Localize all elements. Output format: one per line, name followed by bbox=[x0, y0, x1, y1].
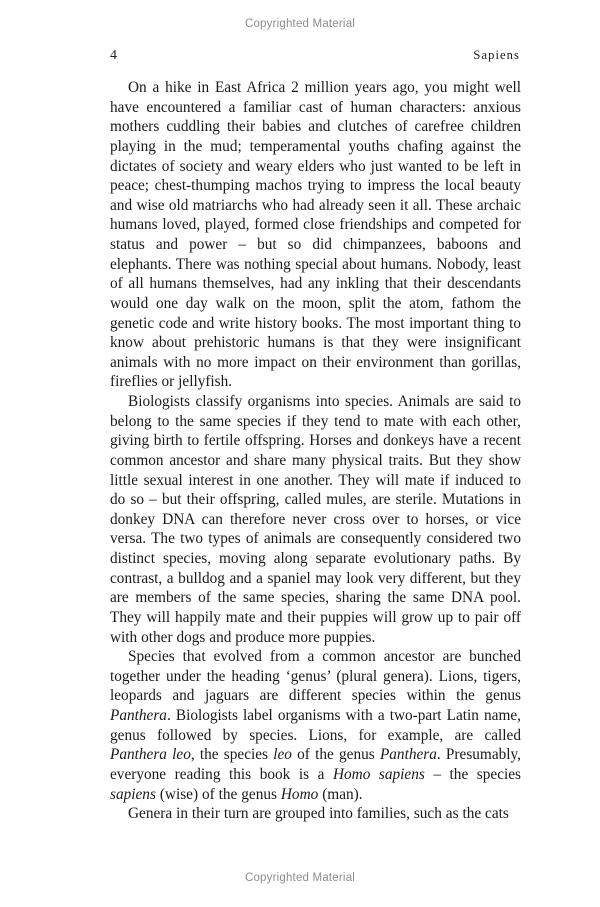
body-paragraph: Biologists classify organisms into species. Animals are said to belong to the same species if they tend to mate with each other, giving birth to fertile offspring. Horses and donkeys have a recent common ancestor and share many physical traits. But they show little sexual interest in one another. They will mate if induced to do so – but their offspring, called mules, are sterile. Mutations in donkey DNA can therefore never cross over to horses, or vice versa. The two types of animals are consequently considered two distinct species, moving along separate evolutionary paths. By contrast, a bulldog and a spaniel may look very different, but they are members of the same species, sharing the same DNA pool. They will happily mate and their puppies will grow up to pair off with other dogs and produce more puppies. bbox=[110, 393, 521, 646]
body-paragraph: Species that evolved from a common ancestor are bunched together under the heading ‘genus’ (plural genera). Lions, tigers, leopards and jaguars are different species within the genus Panthera. Biologists label organisms with a two-part Latin name, genus followed by species. Lions, for example, are called Panthera leo, the species leo of the genus Panthera. Presumably, everyone reading this book is a Homo sapiens – the species sapiens (wise) of the genus Homo (man). bbox=[110, 648, 521, 803]
copyright-watermark-bottom: Copyrighted Material bbox=[244, 872, 356, 884]
copyright-watermark-top: Copyrighted Material bbox=[244, 18, 356, 30]
running-title: Sapiens bbox=[473, 48, 520, 62]
page-number: 4 bbox=[110, 48, 117, 63]
body-paragraph: On a hike in East Africa 2 million years ago, you might well have encountered a familiar cast of human characters: anxious mothers cuddling their babies and clutches of carefree children playing in the mud; temperamental youths chafing against the dictates of society and weary elders who just wanted to be left in peace; chest-thumping machos trying to impress the local beauty and wise old matriarchs who had already seen it all. These archaic humans loved, played, formed close friendships and competed for status and power – but so did chimpanzees, baboons and elephants. There was nothing special about humans. Nobody, least of all humans themselves, had any inkling that their descendants would one day walk on the moon, split the atom, fathom the genetic code and write history books. The most important thing to know about prehistoric humans is that they were insignificant animals with no more impact on their environment than gorillas, fireflies or jellyfish. bbox=[110, 79, 521, 391]
body-paragraph: Genera in their turn are grouped into families, such as the cats bbox=[128, 805, 509, 823]
text-column bbox=[110, 78, 521, 824]
running-head bbox=[110, 48, 520, 64]
